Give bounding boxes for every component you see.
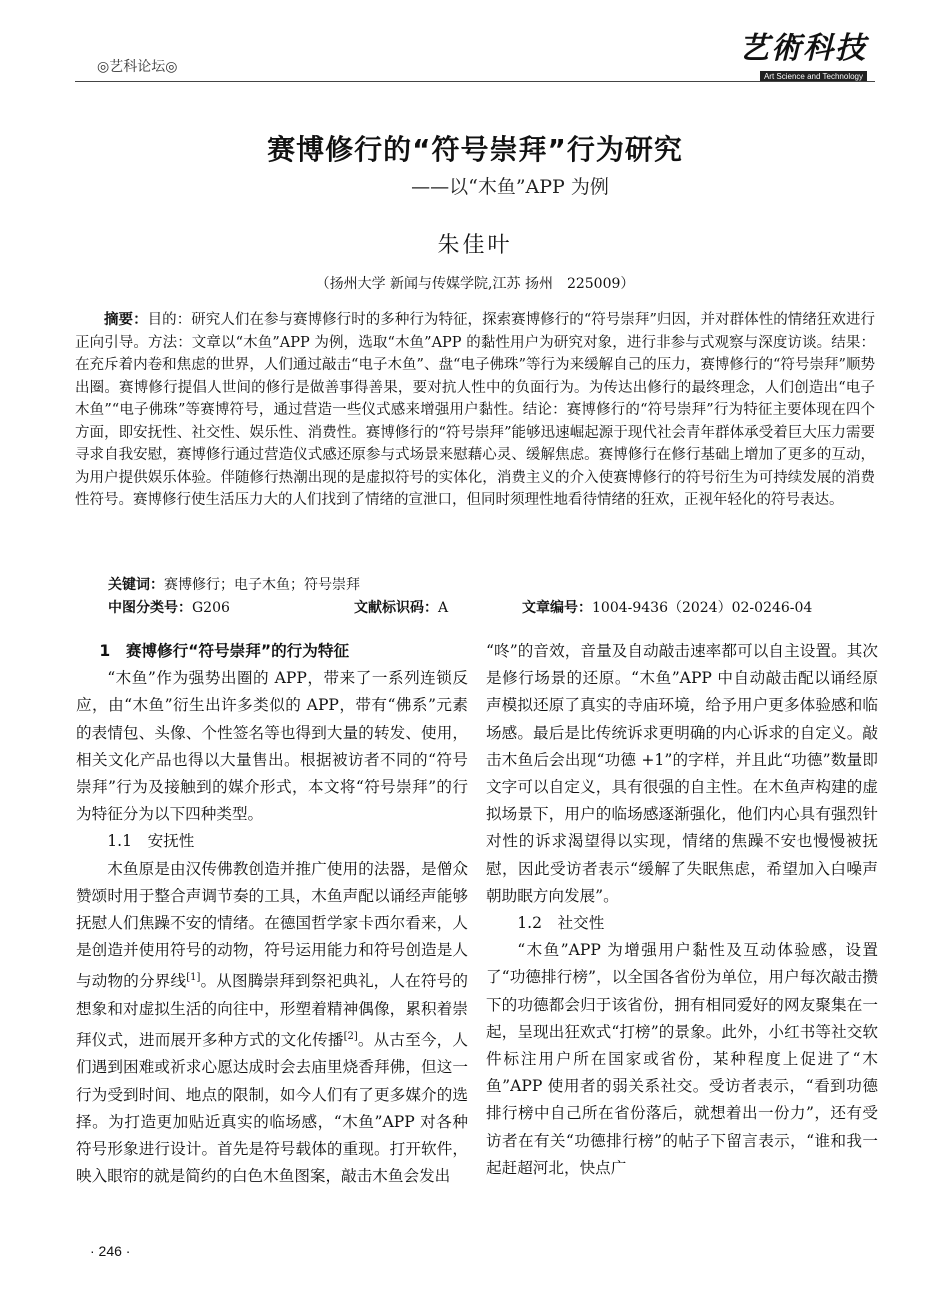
paragraph: “木鱼”作为强势出圈的 APP，带来了一系列连锁反应，由“木鱼”衍生出许多类似的 APP，带有“佛系”元素的表情包、头像、个性签名等也得到大量的转发、使用，相关文化产品也得以大量售出。根据被访者不同的“符号崇拜”行为及接触到的媒介形式，本文将“符号崇拜”的行为特征分为以下四种类型。 — [76, 669, 468, 824]
paragraph — [76, 856, 468, 1191]
section-label: ◎艺科论坛◎ — [97, 59, 178, 75]
author-affiliation: （扬州大学 新闻与传媒学院,江苏 扬州 225009） — [315, 276, 635, 292]
journal-logo-cn: 艺術科技 — [739, 31, 867, 66]
article-subtitle: ——以“木鱼”APP 为例 — [411, 176, 609, 198]
article-number-label: 文章编号： — [522, 600, 592, 616]
section-heading-1: 1 赛博修行“符号崇拜”的行为特征 — [99, 642, 350, 660]
paragraph-part: 。从图腾崇拜到祭祀典礼，人在符号的想象和对虚拟生活的向往中，形塑着精神偶像，累积着崇拜仪式，进而展开多种方式的文化传播 — [76, 972, 468, 1050]
subsection-heading-1-1: 1.1 安抚性 — [107, 832, 195, 851]
doc-code-label: 文献标识码： — [354, 600, 438, 616]
header-divider — [75, 81, 875, 82]
running-header — [75, 28, 875, 80]
journal-logo — [739, 31, 867, 83]
keywords — [108, 575, 875, 595]
author-name: 朱佳叶 — [437, 233, 513, 258]
article-number-value: 1004-9436（2024）02-0246-04 — [592, 600, 813, 616]
body-column-right — [486, 638, 878, 1182]
subsection-heading-1-2: 1.2 社交性 — [517, 914, 605, 933]
citation-2: [2] — [343, 1031, 358, 1043]
article-title: 赛博修行的“符号崇拜”行为研究 — [267, 133, 683, 166]
abstract — [75, 309, 875, 512]
page-number: · 246 · — [90, 1243, 131, 1259]
paragraph-part: 木鱼原是由汉传佛教创造并推广使用的法器，是僧众赞颂时用于整合声调节奏的工具，木鱼声配以诵经声能够抚慰人们焦躁不安的情绪。在德国哲学家卡西尔看来，人是创造并使用符号的动物，符号运用能力和符号创造是人与动物的分界线 — [76, 859, 468, 991]
citation-1: [1] — [186, 972, 201, 984]
doc-code-value: A — [438, 600, 449, 616]
clc-value: G206 — [192, 600, 230, 616]
keywords-label: 关键词： — [108, 577, 164, 593]
abstract-label: 摘要： — [104, 312, 148, 328]
paragraph-continued: “咚”的音效，音量及自动敲击速率都可以自主设置。其次是修行场景的还原。“木鱼”APP 中自动敲击配以诵经原声模拟还原了真实的寺庙环境，给予用户更多体验感和临场感。最后是比传统诉求更明确的内心诉求的自定义。敲击木鱼后会出现“功德 +1”的字样，并且此“功德”数量即文字可以自定义，具有很强的自主性。在木鱼声构建的虚拟场景下，用户的临场感逐渐强化，他们内心具有强烈针对性的诉求渴望得以实现，情绪的焦躁不安也慢慢被抚慰，因此受访者表示“缓解了失眠焦虑，希望加入白噪声朝助眠方向发展”。 — [486, 642, 878, 905]
paragraph-part: 。从古至今，人们遇到困难或祈求心愿达成时会去庙里烧香拜佛，但这一行为受到时间、地点的限制，如今人们有了更多媒介的选择。为打造更加贴近真实的临场感，“木鱼”APP 对各种符号形象进行设计。首先是符号载体的重现。打开软件，映入眼帘的就是简约的白色木鱼图案，敲击木鱼会发出 — [76, 1031, 468, 1186]
abstract-text: 目的：研究人们在参与赛博修行时的多种行为特征，探索赛博修行的“符号崇拜”归因，并对群体性的情绪狂欢进行正向引导。方法：文章以“木鱼”APP 为例，选取“木鱼”APP 的黏性用户为研究对象，进行非参与式观察与深度访谈。结果：在充斥着内卷和焦虑的世界，人们通过敲击“电子木鱼”、盘“电子佛珠”等行为来缓解自己的压力，赛博修行的“符号崇拜”顺势出圈。赛博修行提倡人世间的修行是做善事得善果，要对抗人性中的负面行为。为传达出修行的最终理念，人们创造出“电子木鱼”“电子佛珠”等赛博符号，通过营造一些仪式感来增强用户黏性。结论：赛博修行的“符号崇拜”行为特征主要体现在四个方面，即安抚性、社交性、娱乐性、消费性。赛博修行的“符号崇拜”能够迅速崛起源于现代社会青年群体承受着巨大压力需要寻求自我安慰，赛博修行通过营造仪式感还原参与式场景来慰藉心灵、缓解焦虑。赛博修行在修行基础上增加了更多的互动，为用户提供娱乐体验。伴随修行热潮出现的是虚拟符号的实体化，消费主义的介入使赛博修行的符号衍生为可持续发展的消费性符号。赛博修行使生活压力大的人们找到了情绪的宣泄口，但同时须理性地看待情绪的狂欢，正视年轻化的符号表达。 — [75, 312, 875, 508]
journal-logo-en: Art Science and Technology — [760, 71, 867, 82]
paragraph: “木鱼”APP 为增强用户黏性及互动体验感，设置了“功德排行榜”，以全国各省份为单位，用户每次敲击攒下的功德都会归于该省份，拥有相同爱好的网友聚集在一起，呈现出狂欢式“打榜”的景象。此外，小红书等社交软件标注用户所在国家或省份，某种程度上促进了“木鱼”APP 使用者的弱关系社交。受访者表示，“看到功德排行榜中自己所在省份落后，就想着出一份力”，还有受访者在有关“功德排行榜”的帖子下留言表示，“谁和我一起赶超河北，快点广 — [486, 941, 878, 1177]
keywords-text: 赛博修行；电子木鱼；符号崇拜 — [164, 577, 360, 593]
body-column-left — [76, 638, 468, 1190]
clc-label: 中图分类号： — [108, 600, 192, 616]
